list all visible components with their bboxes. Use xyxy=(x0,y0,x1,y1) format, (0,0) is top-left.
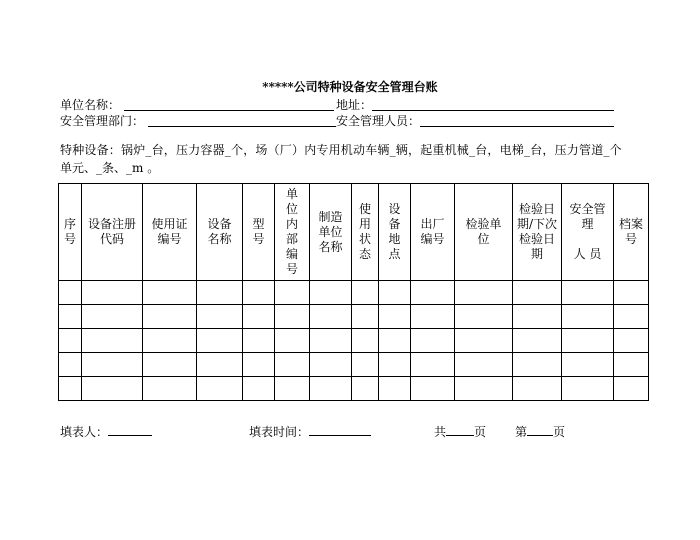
table-row xyxy=(59,281,649,305)
table-cell[interactable] xyxy=(197,305,243,329)
fill-time-label: 填表时间： xyxy=(249,425,310,439)
address-label: 地址： xyxy=(336,98,373,112)
table-cell[interactable] xyxy=(310,281,352,305)
column-header: 使 用 状 态 xyxy=(352,184,379,281)
total-pages-post: 页 xyxy=(474,425,487,439)
table-cell[interactable] xyxy=(59,305,82,329)
table-cell[interactable] xyxy=(143,329,197,353)
table-cell[interactable] xyxy=(143,377,197,401)
column-header: 出厂 编号 xyxy=(411,184,455,281)
table-row xyxy=(59,305,649,329)
table-cell[interactable] xyxy=(243,353,275,377)
column-header: 制造 单位 名称 xyxy=(310,184,352,281)
table-cell[interactable] xyxy=(143,353,197,377)
page-number-field xyxy=(515,423,565,440)
table-cell[interactable] xyxy=(59,329,82,353)
address-blank[interactable] xyxy=(372,98,614,111)
filler-label: 填表人： xyxy=(60,425,109,439)
equipment-ledger-table xyxy=(58,183,649,401)
table-cell[interactable] xyxy=(614,377,649,401)
table-cell[interactable] xyxy=(243,305,275,329)
column-header: 安全管 理 人 员 xyxy=(562,184,614,281)
unit-name-label: 单位名称： xyxy=(60,98,121,112)
table-cell[interactable] xyxy=(310,377,352,401)
column-header: 型 号 xyxy=(243,184,275,281)
safety-person-blank[interactable] xyxy=(420,114,614,127)
table-cell[interactable] xyxy=(455,329,513,353)
table-cell[interactable] xyxy=(197,281,243,305)
column-header: 检验日 期/下次 检验日 期 xyxy=(513,184,562,281)
column-header: 档案 号 xyxy=(614,184,649,281)
column-header: 使用证 编号 xyxy=(143,184,197,281)
table-cell[interactable] xyxy=(562,353,614,377)
table-cell[interactable] xyxy=(275,353,310,377)
column-header: 设 备 地 点 xyxy=(379,184,411,281)
table-cell[interactable] xyxy=(59,281,82,305)
table-cell[interactable] xyxy=(197,377,243,401)
table-cell[interactable] xyxy=(513,353,562,377)
table-cell[interactable] xyxy=(275,281,310,305)
table-cell[interactable] xyxy=(562,305,614,329)
table-cell[interactable] xyxy=(352,329,379,353)
table-cell[interactable] xyxy=(243,329,275,353)
table-cell[interactable] xyxy=(614,305,649,329)
table-cell[interactable] xyxy=(513,281,562,305)
column-header: 设备注册 代码 xyxy=(82,184,143,281)
table-cell[interactable] xyxy=(197,353,243,377)
table-cell[interactable] xyxy=(82,353,143,377)
table-cell[interactable] xyxy=(352,305,379,329)
document-title: *****公司特种设备安全管理台账 xyxy=(262,80,438,94)
table-cell[interactable] xyxy=(411,377,455,401)
table-cell[interactable] xyxy=(310,305,352,329)
table-cell[interactable] xyxy=(455,281,513,305)
table-cell[interactable] xyxy=(310,329,352,353)
table-cell[interactable] xyxy=(352,353,379,377)
table-cell[interactable] xyxy=(562,329,614,353)
page-number-pre: 第 xyxy=(515,425,528,439)
table-cell[interactable] xyxy=(143,305,197,329)
page-number-post: 页 xyxy=(553,425,566,439)
safety-dept-label: 安全管理部门： xyxy=(60,114,145,128)
table-cell[interactable] xyxy=(82,329,143,353)
table-cell[interactable] xyxy=(411,281,455,305)
safety-dept-blank[interactable] xyxy=(148,114,336,127)
table-cell[interactable] xyxy=(455,353,513,377)
table-cell[interactable] xyxy=(455,305,513,329)
filler-field xyxy=(60,423,152,440)
table-cell[interactable] xyxy=(59,377,82,401)
table-cell[interactable] xyxy=(379,281,411,305)
table-cell[interactable] xyxy=(562,377,614,401)
equipment-summary-line1: 特种设备：锅炉_台，压力容器_个，场（厂）内专用机动车辆_辆，起重机械_台，电梯_台，压力管道_个 xyxy=(60,143,622,157)
table-cell[interactable] xyxy=(379,353,411,377)
table-cell[interactable] xyxy=(455,377,513,401)
table-cell[interactable] xyxy=(614,281,649,305)
table-cell[interactable] xyxy=(411,305,455,329)
column-header: 设备 名称 xyxy=(197,184,243,281)
table-cell[interactable] xyxy=(82,377,143,401)
table-cell[interactable] xyxy=(513,329,562,353)
equipment-summary-line2: 单元、_条、_m 。 xyxy=(60,161,160,175)
table-cell[interactable] xyxy=(614,329,649,353)
unit-name-blank[interactable] xyxy=(124,98,334,111)
table-cell[interactable] xyxy=(411,329,455,353)
table-cell[interactable] xyxy=(379,377,411,401)
column-header: 单 位 内 部 编 号 xyxy=(275,184,310,281)
table-cell[interactable] xyxy=(614,353,649,377)
table-cell[interactable] xyxy=(513,305,562,329)
table-cell[interactable] xyxy=(379,329,411,353)
safety-person-label: 安全管理人员： xyxy=(336,114,421,128)
table-cell[interactable] xyxy=(379,305,411,329)
table-cell[interactable] xyxy=(243,377,275,401)
table-cell[interactable] xyxy=(352,377,379,401)
table-cell[interactable] xyxy=(352,281,379,305)
total-pages-field xyxy=(434,423,486,440)
table-cell[interactable] xyxy=(82,305,143,329)
table-header-row xyxy=(59,184,649,281)
equipment-summary xyxy=(60,141,650,177)
table-cell[interactable] xyxy=(310,353,352,377)
table-cell[interactable] xyxy=(275,377,310,401)
table-cell[interactable] xyxy=(411,353,455,377)
table-cell[interactable] xyxy=(143,281,197,305)
table-body xyxy=(59,281,649,401)
table-cell[interactable] xyxy=(275,329,310,353)
table-cell[interactable] xyxy=(59,353,82,377)
fill-time-blank[interactable] xyxy=(309,423,371,436)
table-row xyxy=(59,377,649,401)
table-cell[interactable] xyxy=(513,377,562,401)
table-cell[interactable] xyxy=(275,305,310,329)
page-number-blank[interactable] xyxy=(527,423,553,436)
fill-time-field xyxy=(249,423,371,440)
filler-blank[interactable] xyxy=(108,423,152,436)
table-cell[interactable] xyxy=(562,281,614,305)
total-pages-pre: 共 xyxy=(434,425,447,439)
table-row xyxy=(59,329,649,353)
table-cell[interactable] xyxy=(82,281,143,305)
column-header: 检验单 位 xyxy=(455,184,513,281)
table-cell[interactable] xyxy=(197,329,243,353)
column-header: 序 号 xyxy=(59,184,82,281)
table-row xyxy=(59,353,649,377)
total-pages-blank[interactable] xyxy=(446,423,474,436)
table-cell[interactable] xyxy=(243,281,275,305)
